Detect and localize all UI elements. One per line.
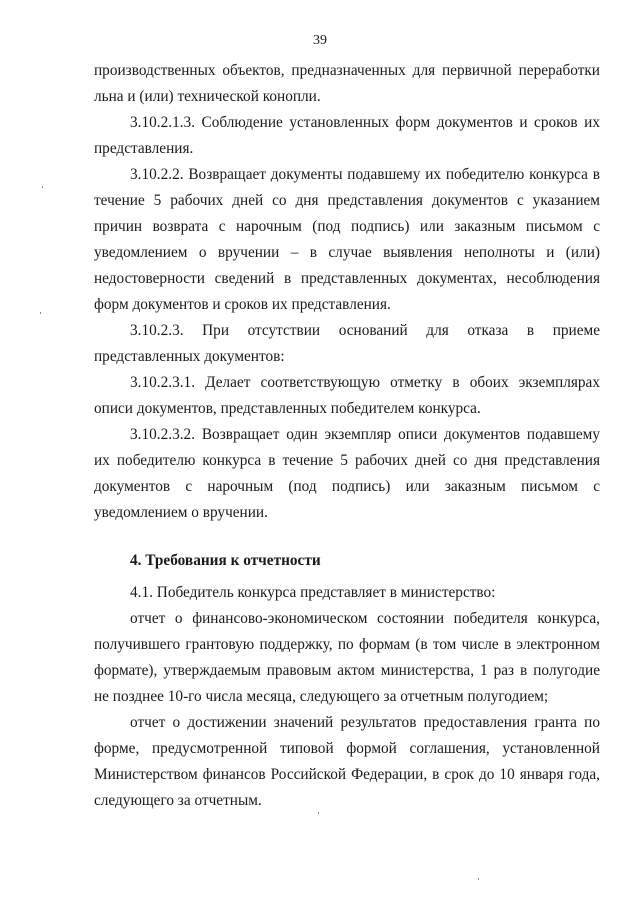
scan-speck [478, 878, 479, 880]
paragraph-3-10-2-3-2: 3.10.2.3.2. Возвращает один экземпляр описи документов подавшему их победителю конкурса в течение 5 рабочих дней со дня представления документов с нарочным (под подпись) или заказным письмом с уведомлением о вручении. [94, 426, 600, 521]
text-block-1 [94, 58, 600, 526]
scan-speck [40, 312, 41, 314]
text-block-2 [94, 580, 600, 814]
paragraph-3-10-2-2: 3.10.2.2. Возвращает документы подавшему их победителю конкурса в течение 5 рабочих дней со дня представления документов с указанием причин возврата с нарочным (под подпись) или заказным письмом с уведомлением о вручении – в случае выявления неполноты и (или) недостоверности сведений в представленных документах, несоблюдения форм документов и сроков их представления. [94, 166, 600, 313]
paragraph-3-10-2-3-1: 3.10.2.3.1. Делает соответствующую отметку в обоих экземплярах описи документов, представленных победителем конкурса. [94, 374, 600, 417]
scan-speck [42, 186, 43, 188]
paragraph-1: производственных объектов, предназначенных для первичной переработки льна и (или) технической конопли. [94, 62, 600, 105]
paragraph-report-results: отчет о достижении значений результатов предоставления гранта по форме, предусмотренной типовой формой соглашения, установленной Министерством финансов Российской Федерации, в срок до 10 января года, следующего за отчетным. [94, 714, 600, 809]
page-number: 39 [313, 33, 327, 48]
paragraph-4-1: 4.1. Победитель конкурса представляет в министерство: [130, 584, 496, 601]
paragraph-report-financial: отчет о финансово-экономическом состоянии победителя конкурса, получившего грантовую поддержку, по формам (в том числе в электронном формате), утверждаемым правовым актом министерства, 1 раз в полугодие не позднее 10-го числа месяца, следующего за отчетным полугодием; [94, 610, 600, 705]
paragraph-3-10-2-1-3: 3.10.2.1.3. Соблюдение установленных форм документов и сроков их представления. [94, 114, 600, 157]
section-4 [94, 548, 600, 574]
paragraph-3-10-2-3: 3.10.2.3. При отсутствии оснований для отказа в приеме представленных документов: [94, 322, 600, 365]
scan-speck [318, 812, 319, 814]
section-heading: 4. Требования к отчетности [130, 552, 321, 569]
